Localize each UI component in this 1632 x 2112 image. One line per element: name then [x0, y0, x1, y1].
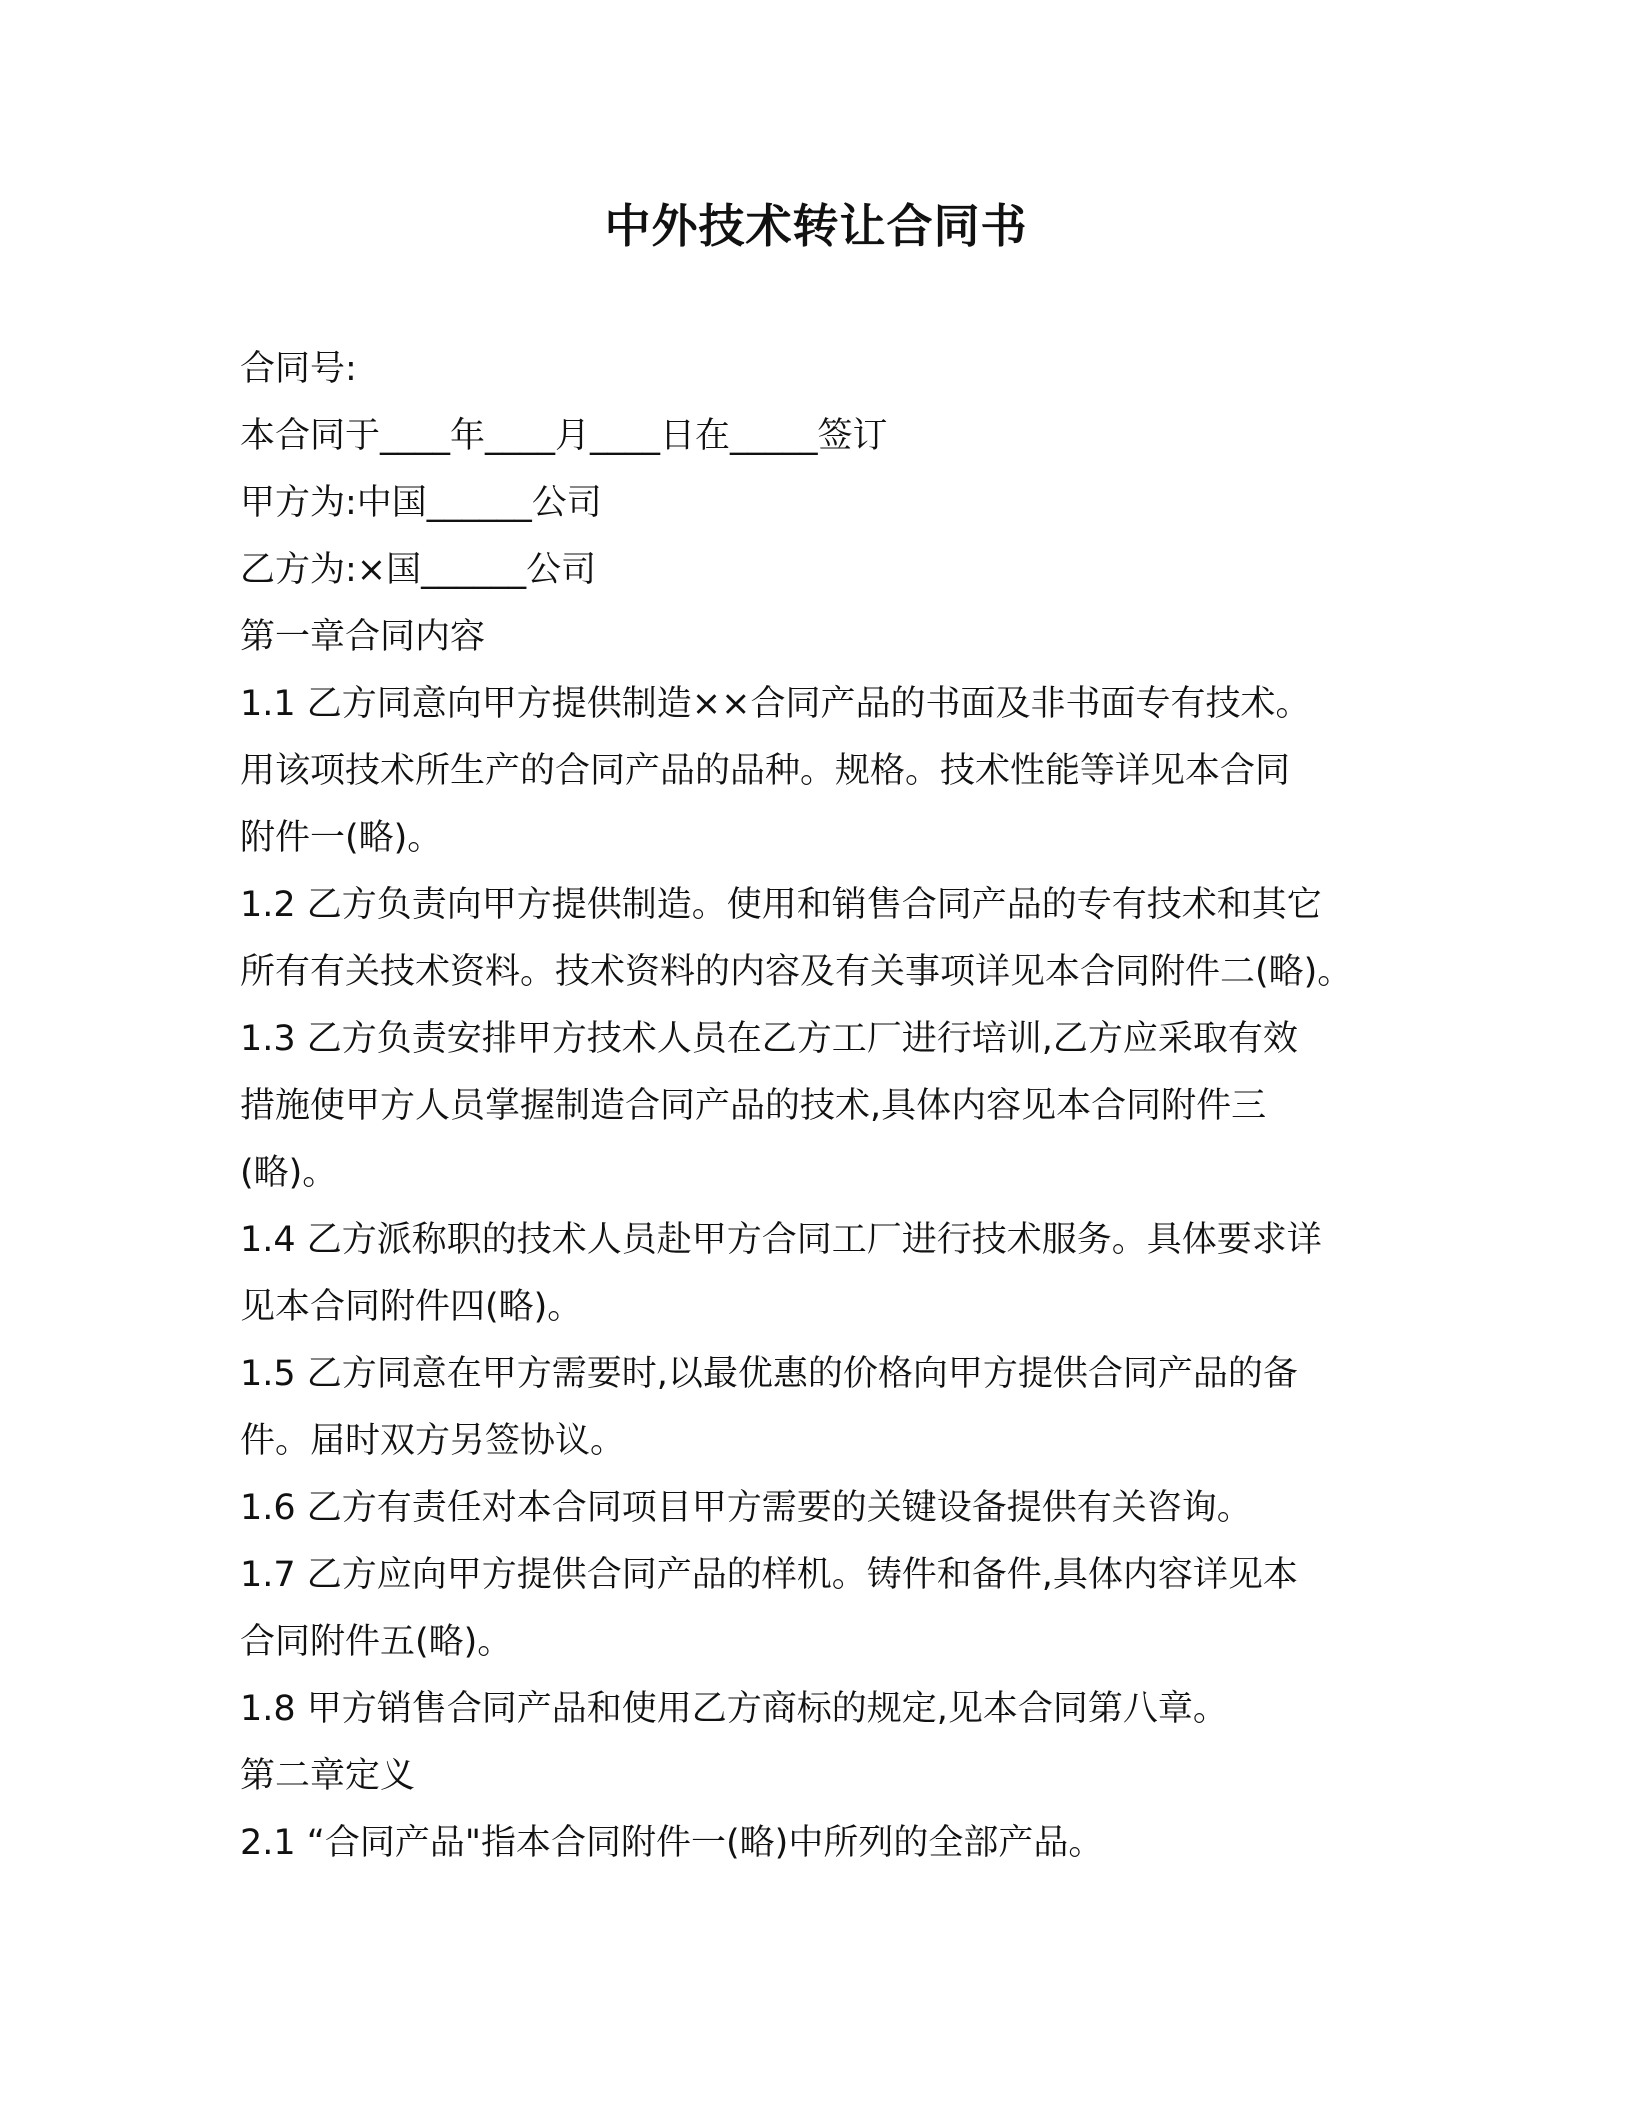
chapter-2-heading: 第二章定义 [240, 1756, 416, 1796]
clause-1-2-line-2: 所有有关技术资料。技术资料的内容及有关事项详见本合同附件二(略)。 [240, 952, 1353, 992]
clause-1-6-line-1: 1.6 乙方有责任对本合同项目甲方需要的关键设备提供有关咨询。 [240, 1488, 1252, 1528]
clause-2-1-line-1: 2.1 “合同产品"指本合同附件一(略)中所列的全部产品。 [240, 1823, 1104, 1863]
signing-date-line: 本合同于____年____月____日在_____签订 [240, 416, 888, 456]
clause-1-3-line-2: 措施使甲方人员掌握制造合同产品的技术,具体内容见本合同附件三 [240, 1086, 1267, 1126]
clause-1-1-line-3: 附件一(略)。 [240, 818, 443, 858]
clause-1-7-line-1: 1.7 乙方应向甲方提供合同产品的样机。铸件和备件,具体内容详见本 [240, 1555, 1298, 1595]
clause-1-3-line-1: 1.3 乙方负责安排甲方技术人员在乙方工厂进行培训,乙方应采取有效 [240, 1019, 1298, 1059]
chapter-1-heading: 第一章合同内容 [240, 617, 486, 657]
clause-1-5-line-1: 1.5 乙方同意在甲方需要时,以最优惠的价格向甲方提供合同产品的备 [240, 1354, 1298, 1394]
clause-1-1-line-1: 1.1 乙方同意向甲方提供制造××合同产品的书面及非书面专有技术。 [240, 684, 1311, 724]
clause-1-1-line-2: 用该项技术所生产的合同产品的品种。规格。技术性能等详见本合同 [240, 751, 1291, 791]
party-a-line: 甲方为:中国______公司 [240, 483, 602, 523]
clause-1-4-line-1: 1.4 乙方派称职的技术人员赴甲方合同工厂进行技术服务。具体要求详 [240, 1220, 1322, 1260]
clause-1-2-line-1: 1.2 乙方负责向甲方提供制造。使用和销售合同产品的专有技术和其它 [240, 885, 1322, 925]
clause-1-8-line-1: 1.8 甲方销售合同产品和使用乙方商标的规定,见本合同第八章。 [240, 1689, 1228, 1729]
party-b-line: 乙方为:×国______公司 [240, 550, 597, 590]
document-body [240, 336, 1420, 1877]
contract-number-line: 合同号: [240, 349, 357, 389]
clause-1-5-line-2: 件。届时双方另签协议。 [240, 1421, 626, 1461]
clause-1-4-line-2: 见本合同附件四(略)。 [240, 1287, 583, 1327]
clause-1-3-line-3: (略)。 [240, 1153, 338, 1193]
document-title: 中外技术转让合同书 [604, 199, 1028, 253]
clause-1-7-line-2: 合同附件五(略)。 [240, 1622, 513, 1662]
